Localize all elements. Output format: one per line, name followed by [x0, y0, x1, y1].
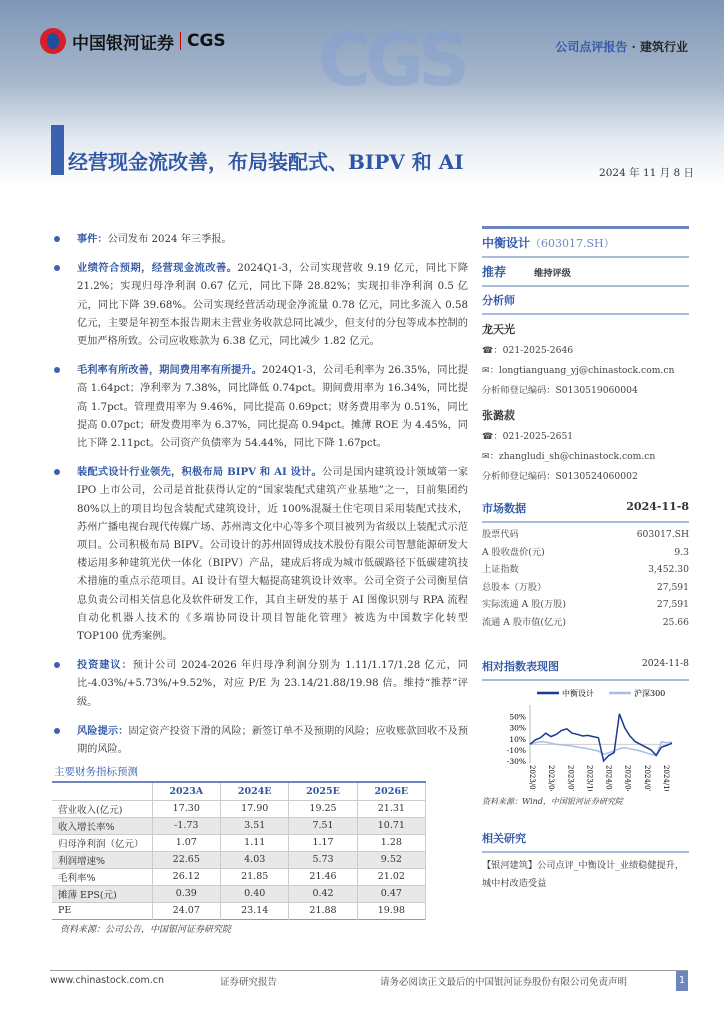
table-cell: 21.02: [357, 868, 425, 885]
table-cell: 0.39: [152, 885, 221, 902]
x-tick-label: 2023/04: [547, 765, 556, 791]
page-number: 1: [676, 971, 688, 991]
x-tick-label: 2024/10: [662, 765, 670, 791]
column-header: 2024E: [221, 782, 289, 800]
x-tick-label: 2023/07: [566, 765, 575, 791]
y-tick-label: 50%: [509, 712, 526, 722]
table-cell: 摊薄 EPS(元): [52, 885, 152, 902]
y-tick-label: -30%: [506, 757, 526, 766]
table-cell: 19.25: [289, 800, 357, 817]
table-cell: 21.31: [357, 800, 425, 817]
legend-label: 中衡设计: [562, 689, 594, 698]
table-cell: PE: [52, 902, 152, 919]
stock-name: 中衡设计（603017.SH）: [482, 229, 689, 258]
table-row: [52, 868, 426, 885]
market-data: [482, 523, 689, 631]
logo-icon: [40, 28, 66, 54]
table-cell: 21.85: [221, 868, 289, 885]
table-cell: 24.07: [152, 902, 221, 919]
phone-icon: ☎：: [482, 431, 503, 442]
table-cell: 17.90: [221, 800, 289, 817]
summary: [50, 230, 468, 769]
analyst-label: 分析师: [482, 287, 689, 315]
chart-source: 资料来源：Wind，中国银河证券研究院: [482, 797, 623, 806]
x-tick-label: 2024/07: [642, 765, 651, 791]
market-header: 市场数据 2024-11-8: [482, 495, 689, 523]
y-tick-label: 10%: [509, 734, 526, 744]
footer-url[interactable]: www.chinastock.com.cn: [50, 975, 164, 986]
related-label: 相关研究: [482, 825, 689, 853]
table-cell: 23.14: [221, 902, 289, 919]
email-link[interactable]: longtianguang_yj@chinastock.com.cn: [498, 365, 675, 376]
table-cell: 10.71: [357, 817, 425, 834]
forecast-table: [52, 781, 426, 920]
column-header: 2025E: [289, 782, 357, 800]
table-row: [52, 902, 426, 919]
brand-en: CGS: [187, 31, 226, 51]
column-header: [52, 782, 152, 800]
table-cell: -1.73: [152, 817, 221, 834]
table-cell: 1.07: [152, 834, 221, 851]
table-cell: 21.46: [289, 868, 357, 885]
bullet-risk: 风险提示：固定资产投资下滑的风险；新签订单不及预期的风险；应收账款回收不及预期的风险。: [50, 722, 468, 759]
sidebar: [482, 226, 689, 893]
column-header: 2023A: [152, 782, 221, 800]
table-cell: 19.98: [357, 902, 425, 919]
bullet-margin: 毛利率有所改善，期间费用率有所提升。2024Q1-3，公司毛利率为 26.35%，同比提高 1.64pct；净利率为 7.38%，同比降低 0.74pct。期间费用率为 16.34%，同比提高 1.7pct。管理费用率为 9.46%，同比提高 0.69pct；财务费用率为 0.51%，同比提高 0.07pct；研发费用率为 6.37%，同比提高 0.94pct。摊薄 ROE 为 4.45%，同比下降 2.11pct。公司资产负债率为 54.44%，同比下降 1.67pct。: [50, 361, 468, 453]
y-tick-label: -10%: [506, 745, 526, 755]
forecast-title: 主要财务指标预测: [54, 766, 138, 778]
table-cell: 21.88: [289, 902, 357, 919]
report-date: 2024 年 11 月 8 日: [599, 167, 694, 179]
analyst-1: 龙天光 ☎：021-2025-2646 ✉：longtianguang_yj@chinastock.com.cn 分析师登记编码：S0130519060004: [482, 323, 675, 396]
table-cell: 0.47: [357, 885, 425, 902]
market-row: 上证指数 3,452.30: [482, 564, 689, 575]
table-cell: 5.73: [289, 851, 357, 868]
table-cell: 26.12: [152, 868, 221, 885]
table-row: [52, 800, 426, 817]
title-accent: [51, 125, 64, 175]
table-cell: 毛利率%: [52, 868, 152, 885]
legend-label: 沪深300: [634, 689, 666, 698]
chart-header: 相对指数表现图 2024-11-8: [482, 653, 689, 681]
analyst-2: 张潞菽 ☎：021-2025-2651 ✉：zhangludi_sh@chinastock.com.cn 分析师登记编码：S0130524060002: [482, 409, 656, 482]
footer: [50, 970, 688, 990]
market-row: A 股收盘价(元) 9.3: [482, 546, 689, 558]
phone-icon: ☎：: [482, 345, 503, 356]
forecast-source: 资料来源：公司公告，中国银河证券研究院: [60, 925, 232, 935]
x-tick-label: 2023/10: [585, 765, 594, 791]
brand-name: 中国银河证券: [72, 33, 174, 54]
bullet-business: 装配式设计行业领先，积极布局 BIPV 和 AI 设计。公司是国内建筑设计领域第一家 IPO 上市公司，公司是首批获得认定的“国家装配式建筑产业基地”之一，目前集团约 80%以上的项目均包含装配式建筑设计，近 100%混凝土住宅项目采用装配式技术，苏州广播电视台现代传媒广场、苏州湾文化中心等多个项目被列为省级以上装配式示范项目。公司积极布局 BIPV。公司设计的苏州固锝成技术股份有限公司智慧能源研发大楼运用多种建筑光伏一体化（BIPV）产品，建成后将成为城市低碳路径下低碳建筑技术措施的重点示范项目。AI 设计有望大幅提高建筑设计效率。公司全资子公司衡星信息负责公司相关信息化及软件研发工作，其自主研发的基于 AI 图像识别与 RPA 流程自动化机器人技术的《多端协同设计项目智能化管理》被选为中国数字化转型 TOP100 优秀案例。: [50, 463, 468, 646]
table-cell: 17.30: [152, 800, 221, 817]
cgs-watermark: CGS: [318, 18, 464, 102]
x-tick-label: 2024/04: [623, 765, 632, 791]
table-cell: 利润增速%: [52, 851, 152, 868]
related-link[interactable]: 【银河建筑】公司点评_中衡设计_业绩稳健提升，城中村改造受益: [482, 860, 685, 889]
market-row: 总股本（万股） 27,591: [482, 581, 689, 593]
table-row: [52, 817, 426, 834]
email-icon: ✉：: [482, 365, 499, 376]
market-row: 股票代码 603017.SH: [482, 529, 689, 540]
x-tick-label: 2023/01: [528, 765, 536, 791]
market-row: 流通 A 股市值(亿元) 25.66: [482, 616, 689, 628]
page-title: 经营现金流改善，布局装配式、BIPV 和 AI: [68, 150, 464, 174]
email-icon: ✉：: [482, 451, 499, 462]
table-cell: 22.65: [152, 851, 221, 868]
table-row: [52, 851, 426, 868]
table-cell: 7.51: [289, 817, 357, 834]
bullet-event: 事件：公司发布 2024 年三季报。: [50, 230, 468, 249]
bullet-investment: 投资建议：预计公司 2024-2026 年归母净利润分别为 1.11/1.17/1.28 亿元，同比-4.03%/+5.73%/+9.52%，对应 P/E 为 23.14/21.88/19.98 倍。维持“推荐”评级。: [50, 656, 468, 712]
table-cell: 1.17: [289, 834, 357, 851]
report-type: 公司点评报告 · 建筑行业: [555, 40, 688, 54]
table-cell: 营业收入(亿元): [52, 800, 152, 817]
email-link[interactable]: zhangludi_sh@chinastock.com.cn: [498, 451, 656, 462]
table-cell: 9.52: [357, 851, 425, 868]
table-cell: 3.51: [221, 817, 289, 834]
rating: 推荐 维持评级: [482, 258, 689, 287]
x-tick-label: 2024/01: [604, 765, 613, 791]
table-cell: 收入增长率%: [52, 817, 152, 834]
table-cell: 0.40: [221, 885, 289, 902]
footer-disclaimer: 请务必阅读正文最后的中国银河证券股份有限公司免责声明: [380, 976, 628, 988]
table-row: [52, 885, 426, 902]
relative-index-chart: [482, 681, 689, 791]
logo: [40, 28, 226, 54]
table-cell: 1.11: [221, 834, 289, 851]
table-cell: 0.42: [289, 885, 357, 902]
table-cell: 4.03: [221, 851, 289, 868]
market-row: 实际流通 A 股(万股) 27,591: [482, 599, 689, 610]
table-row: [52, 834, 426, 851]
footer-center: 证券研究报告: [220, 976, 278, 988]
table-cell: 1.28: [357, 834, 425, 851]
column-header: 2026E: [357, 782, 425, 800]
table-cell: 归母净利润（亿元）: [52, 834, 152, 851]
y-tick-label: 30%: [509, 723, 526, 733]
bullet-performance: 业绩符合预期，经营现金流改善。2024Q1-3，公司实现营收 9.19 亿元，同比下降 21.2%；实现归母净利润 0.67 亿元，同比下降 28.82%；实现扣非净利润 0.5 亿元，同比下降 39.68%。公司实现经营活动现金净流量 0.78 亿元，同比多流入 0.58 亿元，主要是年初至本报告期末主营业务收款总同比减少，但支付的分包等成本控制的更加严格所致。公司应收账款为 6.38 亿元，同比减少 1.82 亿元。: [50, 259, 468, 351]
